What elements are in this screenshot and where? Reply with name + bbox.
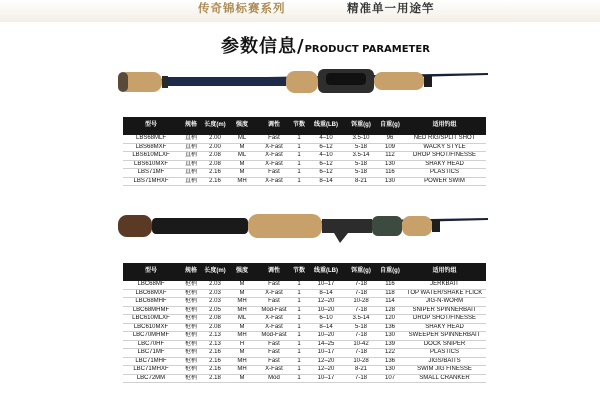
table-cell: Fast: [257, 340, 291, 349]
table-cell: 1: [291, 177, 307, 186]
table-cell: 7-18: [345, 289, 377, 298]
table-cell: Fast: [257, 349, 291, 358]
table-cell: 枪柄: [179, 357, 203, 366]
table-cell: 10-28: [345, 298, 377, 307]
table-cell: 1: [291, 160, 307, 169]
column-header: 自重(g): [377, 117, 403, 135]
table-cell: LBS68MXF: [123, 143, 179, 152]
table-cell: SHAKY HEAD: [403, 323, 486, 332]
table-cell: 枪柄: [179, 323, 203, 332]
table-cell: 1: [291, 152, 307, 161]
table-cell: 枪柄: [179, 349, 203, 358]
table-cell: LBS610MXF: [123, 160, 179, 169]
table-cell: 10-42: [345, 340, 377, 349]
table-cell: 直柄: [179, 135, 203, 143]
column-header: 适用钓组: [403, 117, 486, 135]
table-cell: X-Fast: [257, 160, 291, 169]
table-cell: 枪柄: [179, 366, 203, 375]
table-cell: 枪柄: [179, 332, 203, 341]
table-cell: MH: [227, 357, 257, 366]
table-cell: MH: [227, 306, 257, 315]
table-cell: Mod: [257, 374, 291, 383]
table-row: [123, 315, 486, 324]
table-cell: Fast: [257, 281, 291, 289]
table-cell: M: [227, 323, 257, 332]
table-cell: 1: [291, 306, 307, 315]
column-header: 饵重(g): [345, 117, 377, 135]
table-cell: 116: [377, 281, 403, 289]
table-cell: MH: [227, 366, 257, 375]
series-name: 传奇锦标赛系列: [198, 1, 286, 15]
table-cell: X-Fast: [257, 323, 291, 332]
table-cell: 8–14: [307, 177, 345, 186]
table-row: [123, 289, 486, 298]
table-cell: 2.08: [203, 160, 227, 169]
table-cell: 7-18: [345, 349, 377, 358]
table-cell: LBC70HF: [123, 340, 179, 349]
table-cell: M: [227, 374, 257, 383]
table-cell: X-Fast: [257, 177, 291, 186]
table-cell: 5-18: [345, 160, 377, 169]
table-cell: DROP SHOT/FINESSE: [403, 152, 486, 161]
table-cell: 8-21: [345, 366, 377, 375]
table-cell: SNIPER SPINNERBAIT: [403, 306, 486, 315]
table-cell: 2.16: [203, 169, 227, 178]
table-cell: 3.5-14: [345, 152, 377, 161]
table-cell: LBS68MLF: [123, 135, 179, 143]
table-cell: LBS610MLXF: [123, 152, 179, 161]
table-cell: 枪柄: [179, 289, 203, 298]
table-cell: 1: [291, 281, 307, 289]
table-cell: 枪柄: [179, 281, 203, 289]
table-cell: 6–10: [307, 315, 345, 324]
table-cell: 10–17: [307, 281, 345, 289]
table-cell: 96: [377, 135, 403, 143]
table-cell: 枪柄: [179, 306, 203, 315]
table-cell: LBC610MXF: [123, 323, 179, 332]
table-cell: LBC71MHXF: [123, 366, 179, 375]
table-cell: LBC68MHMF: [123, 306, 179, 315]
column-header: 饵重(g): [345, 263, 377, 281]
table-cell: 130: [377, 160, 403, 169]
table-cell: 136: [377, 323, 403, 332]
table-cell: M: [227, 281, 257, 289]
table-cell: X-Fast: [257, 289, 291, 298]
table-cell: 1: [291, 366, 307, 375]
table-cell: 直柄: [179, 177, 203, 186]
table-cell: 8–14: [307, 289, 345, 298]
table-cell: 130: [377, 366, 403, 375]
table-cell: LBC71MF: [123, 349, 179, 358]
column-header: 线重(LB): [307, 263, 345, 281]
table-cell: 2.03: [203, 298, 227, 307]
table-cell: 2.18: [203, 374, 227, 383]
table-cell: DROP SHOT/FINESSE: [403, 315, 486, 324]
table-cell: Mod-Fast: [257, 332, 291, 341]
table-cell: 1: [291, 357, 307, 366]
table-cell: 1: [291, 143, 307, 152]
table-cell: 120: [377, 315, 403, 324]
table-row: [123, 349, 486, 358]
column-header: 长度(m): [203, 263, 227, 281]
heading-en: PRODUCT PARAMETER: [304, 44, 430, 55]
table-cell: PLASTICS: [403, 169, 486, 178]
column-header: 自重(g): [377, 263, 403, 281]
table-cell: 10–17: [307, 374, 345, 383]
table-cell: SWEEPER SPINNERBAIT: [403, 332, 486, 341]
table-cell: 5-18: [345, 323, 377, 332]
table-cell: 2.16: [203, 357, 227, 366]
table-cell: 109: [377, 143, 403, 152]
table-cell: 枪柄: [179, 315, 203, 324]
column-header: 节数: [291, 117, 307, 135]
column-header: 强度: [227, 263, 257, 281]
table-cell: 107: [377, 374, 403, 383]
table-cell: LBC68MXF: [123, 289, 179, 298]
series-slogan: 精准单一用途竿: [347, 1, 435, 15]
table-cell: LBC68MHF: [123, 298, 179, 307]
table-cell: 3.5-14: [345, 315, 377, 324]
table-cell: X-Fast: [257, 366, 291, 375]
table-cell: 2.16: [203, 349, 227, 358]
table-cell: 4–10: [307, 135, 345, 143]
table-cell: ML: [227, 315, 257, 324]
table-cell: 2.00: [203, 143, 227, 152]
table-cell: MH: [227, 177, 257, 186]
table-row: [123, 135, 486, 143]
table-cell: 130: [377, 332, 403, 341]
table-cell: WACKY STYLE: [403, 143, 486, 152]
table-cell: 12–20: [307, 298, 345, 307]
table-cell: PLASTICS: [403, 349, 486, 358]
table-cell: 1: [291, 298, 307, 307]
table-cell: M: [227, 143, 257, 152]
table-cell: 直柄: [179, 152, 203, 161]
table-cell: 112: [377, 152, 403, 161]
table-cell: SHAKY HEAD: [403, 160, 486, 169]
table-cell: 118: [377, 289, 403, 298]
table-cell: 6–12: [307, 169, 345, 178]
table-cell: 1: [291, 374, 307, 383]
table-cell: 1: [291, 289, 307, 298]
table-cell: 136: [377, 357, 403, 366]
spinning-spec-table: [123, 117, 486, 186]
table-row: [123, 281, 486, 289]
table-cell: LBC68MF: [123, 281, 179, 289]
table-row: [123, 357, 486, 366]
table-cell: 7-18: [345, 332, 377, 341]
table-cell: 10–20: [307, 332, 345, 341]
table-cell: 5-18: [345, 169, 377, 178]
table-cell: JIG-N-WORM: [403, 298, 486, 307]
table-cell: M: [227, 289, 257, 298]
table-cell: ML: [227, 135, 257, 143]
table-cell: LBC70MHMF: [123, 332, 179, 341]
table-cell: X-Fast: [257, 315, 291, 324]
table-cell: Fast: [257, 169, 291, 178]
table-row: [123, 374, 486, 383]
table-cell: 114: [377, 298, 403, 307]
table-cell: 1: [291, 323, 307, 332]
casting-spec-table: [123, 263, 486, 383]
table-cell: MH: [227, 332, 257, 341]
column-header: 规格: [179, 117, 203, 135]
table-cell: MH: [227, 298, 257, 307]
table-cell: 10–17: [307, 349, 345, 358]
table-row: [123, 340, 486, 349]
table-cell: 2.08: [203, 315, 227, 324]
column-header: 节数: [291, 263, 307, 281]
column-header: 长度(m): [203, 117, 227, 135]
table-cell: M: [227, 169, 257, 178]
table-cell: LBS71MF: [123, 169, 179, 178]
column-header: 型号: [123, 263, 179, 281]
table-cell: 8-21: [345, 177, 377, 186]
column-header: 强度: [227, 117, 257, 135]
table-cell: 2.00: [203, 135, 227, 143]
table-cell: Mod-Fast: [257, 306, 291, 315]
table-cell: 1: [291, 349, 307, 358]
table-cell: H: [227, 340, 257, 349]
table-cell: 4–10: [307, 152, 345, 161]
table-row: [123, 143, 486, 152]
spinning-rod-image: [110, 62, 490, 102]
table-cell: 1: [291, 340, 307, 349]
table-cell: ML: [227, 152, 257, 161]
table-cell: JIGS/BAITS: [403, 357, 486, 366]
table-cell: LBC610MLXF: [123, 315, 179, 324]
table-row: [123, 152, 486, 161]
table-row: [123, 169, 486, 178]
table-cell: 7-18: [345, 281, 377, 289]
table-cell: 12–20: [307, 357, 345, 366]
table-cell: 2.03: [203, 289, 227, 298]
table-cell: SWIM JIG FINESSE: [403, 366, 486, 375]
column-header: 调性: [257, 117, 291, 135]
table-cell: JERKBAIT: [403, 281, 486, 289]
table-cell: 116: [377, 169, 403, 178]
table-cell: X-Fast: [257, 152, 291, 161]
heading-zh: 参数信息/: [221, 36, 305, 57]
table-cell: 139: [377, 340, 403, 349]
table-row: [123, 366, 486, 375]
table-cell: 6–12: [307, 143, 345, 152]
top-banner: [0, 0, 600, 22]
table-cell: 5-18: [345, 143, 377, 152]
table-cell: 7-18: [345, 306, 377, 315]
table-cell: 12–20: [307, 366, 345, 375]
column-header: 型号: [123, 117, 179, 135]
table-cell: M: [227, 160, 257, 169]
table-cell: 枪柄: [179, 374, 203, 383]
table-cell: TOP WATER/SHAKE FLICK: [403, 289, 486, 298]
table-cell: LBC72MM: [123, 374, 179, 383]
table-cell: POWER SWIM: [403, 177, 486, 186]
table-cell: 8–14: [307, 323, 345, 332]
table-row: [123, 160, 486, 169]
table-cell: 6–12: [307, 160, 345, 169]
table-cell: 2.13: [203, 340, 227, 349]
table-cell: 1: [291, 332, 307, 341]
table-cell: X-Fast: [257, 143, 291, 152]
table-cell: 130: [377, 177, 403, 186]
table-cell: Fast: [257, 135, 291, 143]
table-row: [123, 298, 486, 307]
table-cell: 3.5-10: [345, 135, 377, 143]
table-cell: 10-28: [345, 357, 377, 366]
table-cell: M: [227, 349, 257, 358]
table-cell: LBS71MHXF: [123, 177, 179, 186]
table-cell: 2.13: [203, 332, 227, 341]
table-cell: 直柄: [179, 160, 203, 169]
table-cell: NED RIG/SPLIT SHOT: [403, 135, 486, 143]
table-row: [123, 332, 486, 341]
table-cell: Fast: [257, 357, 291, 366]
table-cell: 2.05: [203, 306, 227, 315]
table-cell: 枪柄: [179, 340, 203, 349]
table-cell: 14–25: [307, 340, 345, 349]
table-cell: 10–20: [307, 306, 345, 315]
table-cell: 1: [291, 135, 307, 143]
casting-rod-image: [110, 207, 490, 247]
column-header: 线重(LB): [307, 117, 345, 135]
table-cell: 128: [377, 306, 403, 315]
table-cell: 2.16: [203, 177, 227, 186]
table-cell: 直柄: [179, 143, 203, 152]
table-cell: SMALL CRANKER: [403, 374, 486, 383]
section-heading: [221, 32, 430, 58]
table-row: [123, 177, 486, 186]
table-cell: 7-18: [345, 374, 377, 383]
table-cell: Fast: [257, 298, 291, 307]
table-cell: 1: [291, 315, 307, 324]
table-cell: 枪柄: [179, 298, 203, 307]
column-header: 规格: [179, 263, 203, 281]
column-header: 适用钓组: [403, 263, 486, 281]
column-header: 调性: [257, 263, 291, 281]
table-cell: 2.16: [203, 366, 227, 375]
table-cell: 2.08: [203, 323, 227, 332]
table-cell: 直柄: [179, 169, 203, 178]
table-cell: 122: [377, 349, 403, 358]
table-cell: DOCK SNIPER: [403, 340, 486, 349]
table-cell: 1: [291, 169, 307, 178]
table-row: [123, 306, 486, 315]
table-cell: LBC71MHF: [123, 357, 179, 366]
table-row: [123, 323, 486, 332]
table-cell: 2.03: [203, 281, 227, 289]
table-cell: 2.08: [203, 152, 227, 161]
